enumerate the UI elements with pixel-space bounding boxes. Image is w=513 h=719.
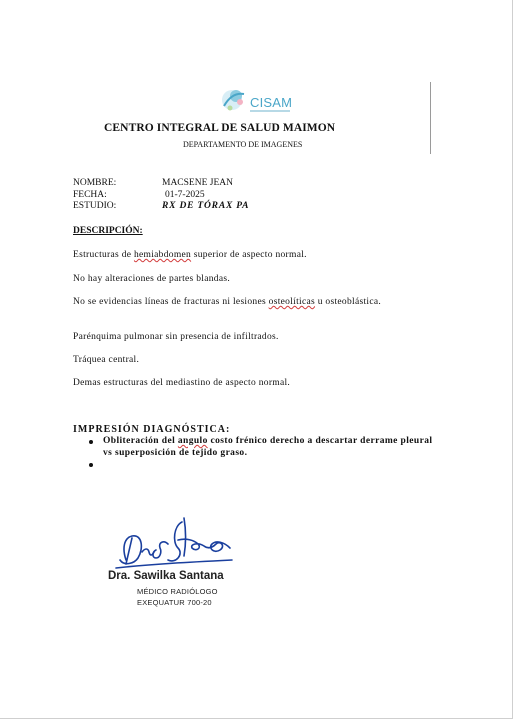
bullet-icon <box>89 463 93 467</box>
center-name: CENTRO INTEGRAL DE SALUD MAIMON <box>104 122 336 134</box>
text-run: Obliteración del <box>103 436 178 446</box>
date-value: 01-7-2025 <box>165 190 205 200</box>
date-label: FECHA: <box>73 190 107 200</box>
description-heading: DESCRIPCIÓN: <box>73 226 143 236</box>
description-paragraph-5: Tráquea central. <box>73 355 140 365</box>
bullet-icon <box>89 440 93 444</box>
spellcheck-flagged-word: hemiabdomen <box>133 250 192 260</box>
description-paragraph-4: Parénquima pulmonar sin presencia de infiltrados. <box>73 332 279 342</box>
doctor-name: Dra. Sawilka Santana <box>108 570 224 582</box>
handwritten-signature-icon <box>112 512 236 574</box>
logo-tagline-bar <box>250 110 290 112</box>
spellcheck-flagged-word: angulo <box>177 436 208 446</box>
description-paragraph-3 <box>73 296 393 308</box>
spellcheck-flagged-word: osteolíticas <box>268 297 316 307</box>
name-value: MACSENE JEAN <box>162 178 233 188</box>
logo-text: CISAM <box>250 95 293 110</box>
department-name: DEPARTAMENTO DE IMAGENES <box>183 140 303 149</box>
text-run: u osteoblástica. <box>315 297 382 307</box>
study-label: ESTUDIO: <box>73 201 117 211</box>
doctor-title: MÉDICO RADIÓLOGO <box>137 587 218 596</box>
text-run: No se evidencias líneas de fracturas ni lesiones <box>73 297 269 307</box>
description-paragraph-6: Demas estructuras del mediastino de aspecto normal. <box>73 378 291 388</box>
impression-item-2 <box>103 459 443 471</box>
margin-guide-line <box>430 82 431 154</box>
text-run: superior de aspecto normal. <box>191 250 307 260</box>
name-label: NOMBRE: <box>73 178 117 188</box>
study-value: RX DE TÓRAX PA <box>162 201 250 211</box>
description-paragraph-2: No hay alteraciones de partes blandas. <box>73 274 231 284</box>
text-run: Estructuras de <box>73 250 134 260</box>
description-paragraph-1 <box>73 249 393 261</box>
impression-heading: IMPRESIÓN DIAGNÓSTICA: <box>73 424 231 435</box>
impression-item-1 <box>103 436 443 459</box>
text-run: costo frénico derecho a descartar derrame pleural vs superposición de tejido graso. <box>103 436 433 458</box>
impression-list <box>73 436 443 471</box>
doctor-exequatur: EXEQUATUR 700-20 <box>137 598 212 607</box>
